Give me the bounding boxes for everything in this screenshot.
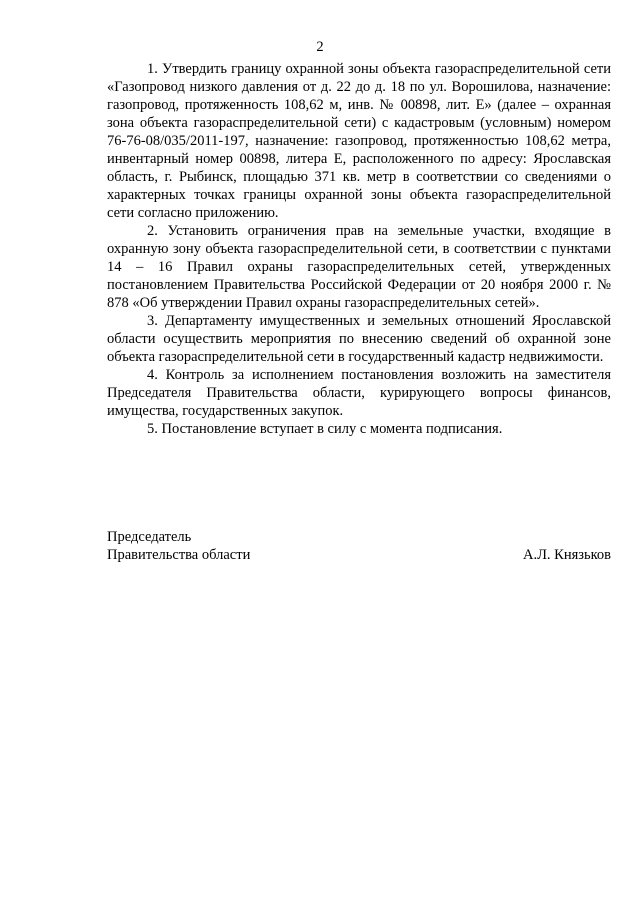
signatory-name: А.Л. Князьков xyxy=(522,547,611,563)
paragraph-5: 5. Постановление вступает в силу с момента подписания. xyxy=(147,421,503,437)
signatory-title-line-1: Председатель xyxy=(107,529,192,545)
paragraph-4: 4. Контроль за исполнением постановления возложить на заместителя Председателя Правительства области, курирующего вопросы финансов, имущества, государственных закупок. xyxy=(107,367,611,419)
paragraph-1: 1. Утвердить границу охранной зоны объекта газораспределительной сети «Газопровод низкого давления от д. 22 до д. 18 по ул. Ворошилова, назначение: газопровод, протяженность 108,62 м, инв. № 00898, лит. Е» (далее – охранная зона объекта газораспределительной сети) с кадастровым (условным) номером 76-76-08/035/2011-197, назначение: газопровод, протяженностью 108,62 метра, инвентарный номер 00898, литера Е, расположенного по адресу: Ярославская область, г. Рыбинск, площадью 371 кв. метр в соответствии со сведениями о характерных точках границы охранной зоны объекта газораспределительной сети согласно приложению. xyxy=(107,61,611,221)
paragraph-3: 3. Департаменту имущественных и земельных отношений Ярославской области осуществить мероприятия по внесению сведений об охранной зоне объекта газораспределительной сети в государственный кадастр недвижимости. xyxy=(107,313,611,365)
signatory-title-line-2: Правительства области xyxy=(107,547,251,563)
document-body xyxy=(107,60,611,438)
signature-block xyxy=(107,528,611,564)
paragraph-2: 2. Установить ограничения прав на земельные участки, входящие в охранную зону объекта газораспределительной сети, в соответствии с пунктами 14 – 16 Правил охраны газораспределительных сетей, утвержденных постановлением Правительства Российской Федерации от 20 ноября 2000 г. № 878 «Об утверждении Правил охраны газораспределительных сетей». xyxy=(107,223,611,311)
signature-line xyxy=(107,546,611,564)
page-number: 2 xyxy=(316,39,324,55)
